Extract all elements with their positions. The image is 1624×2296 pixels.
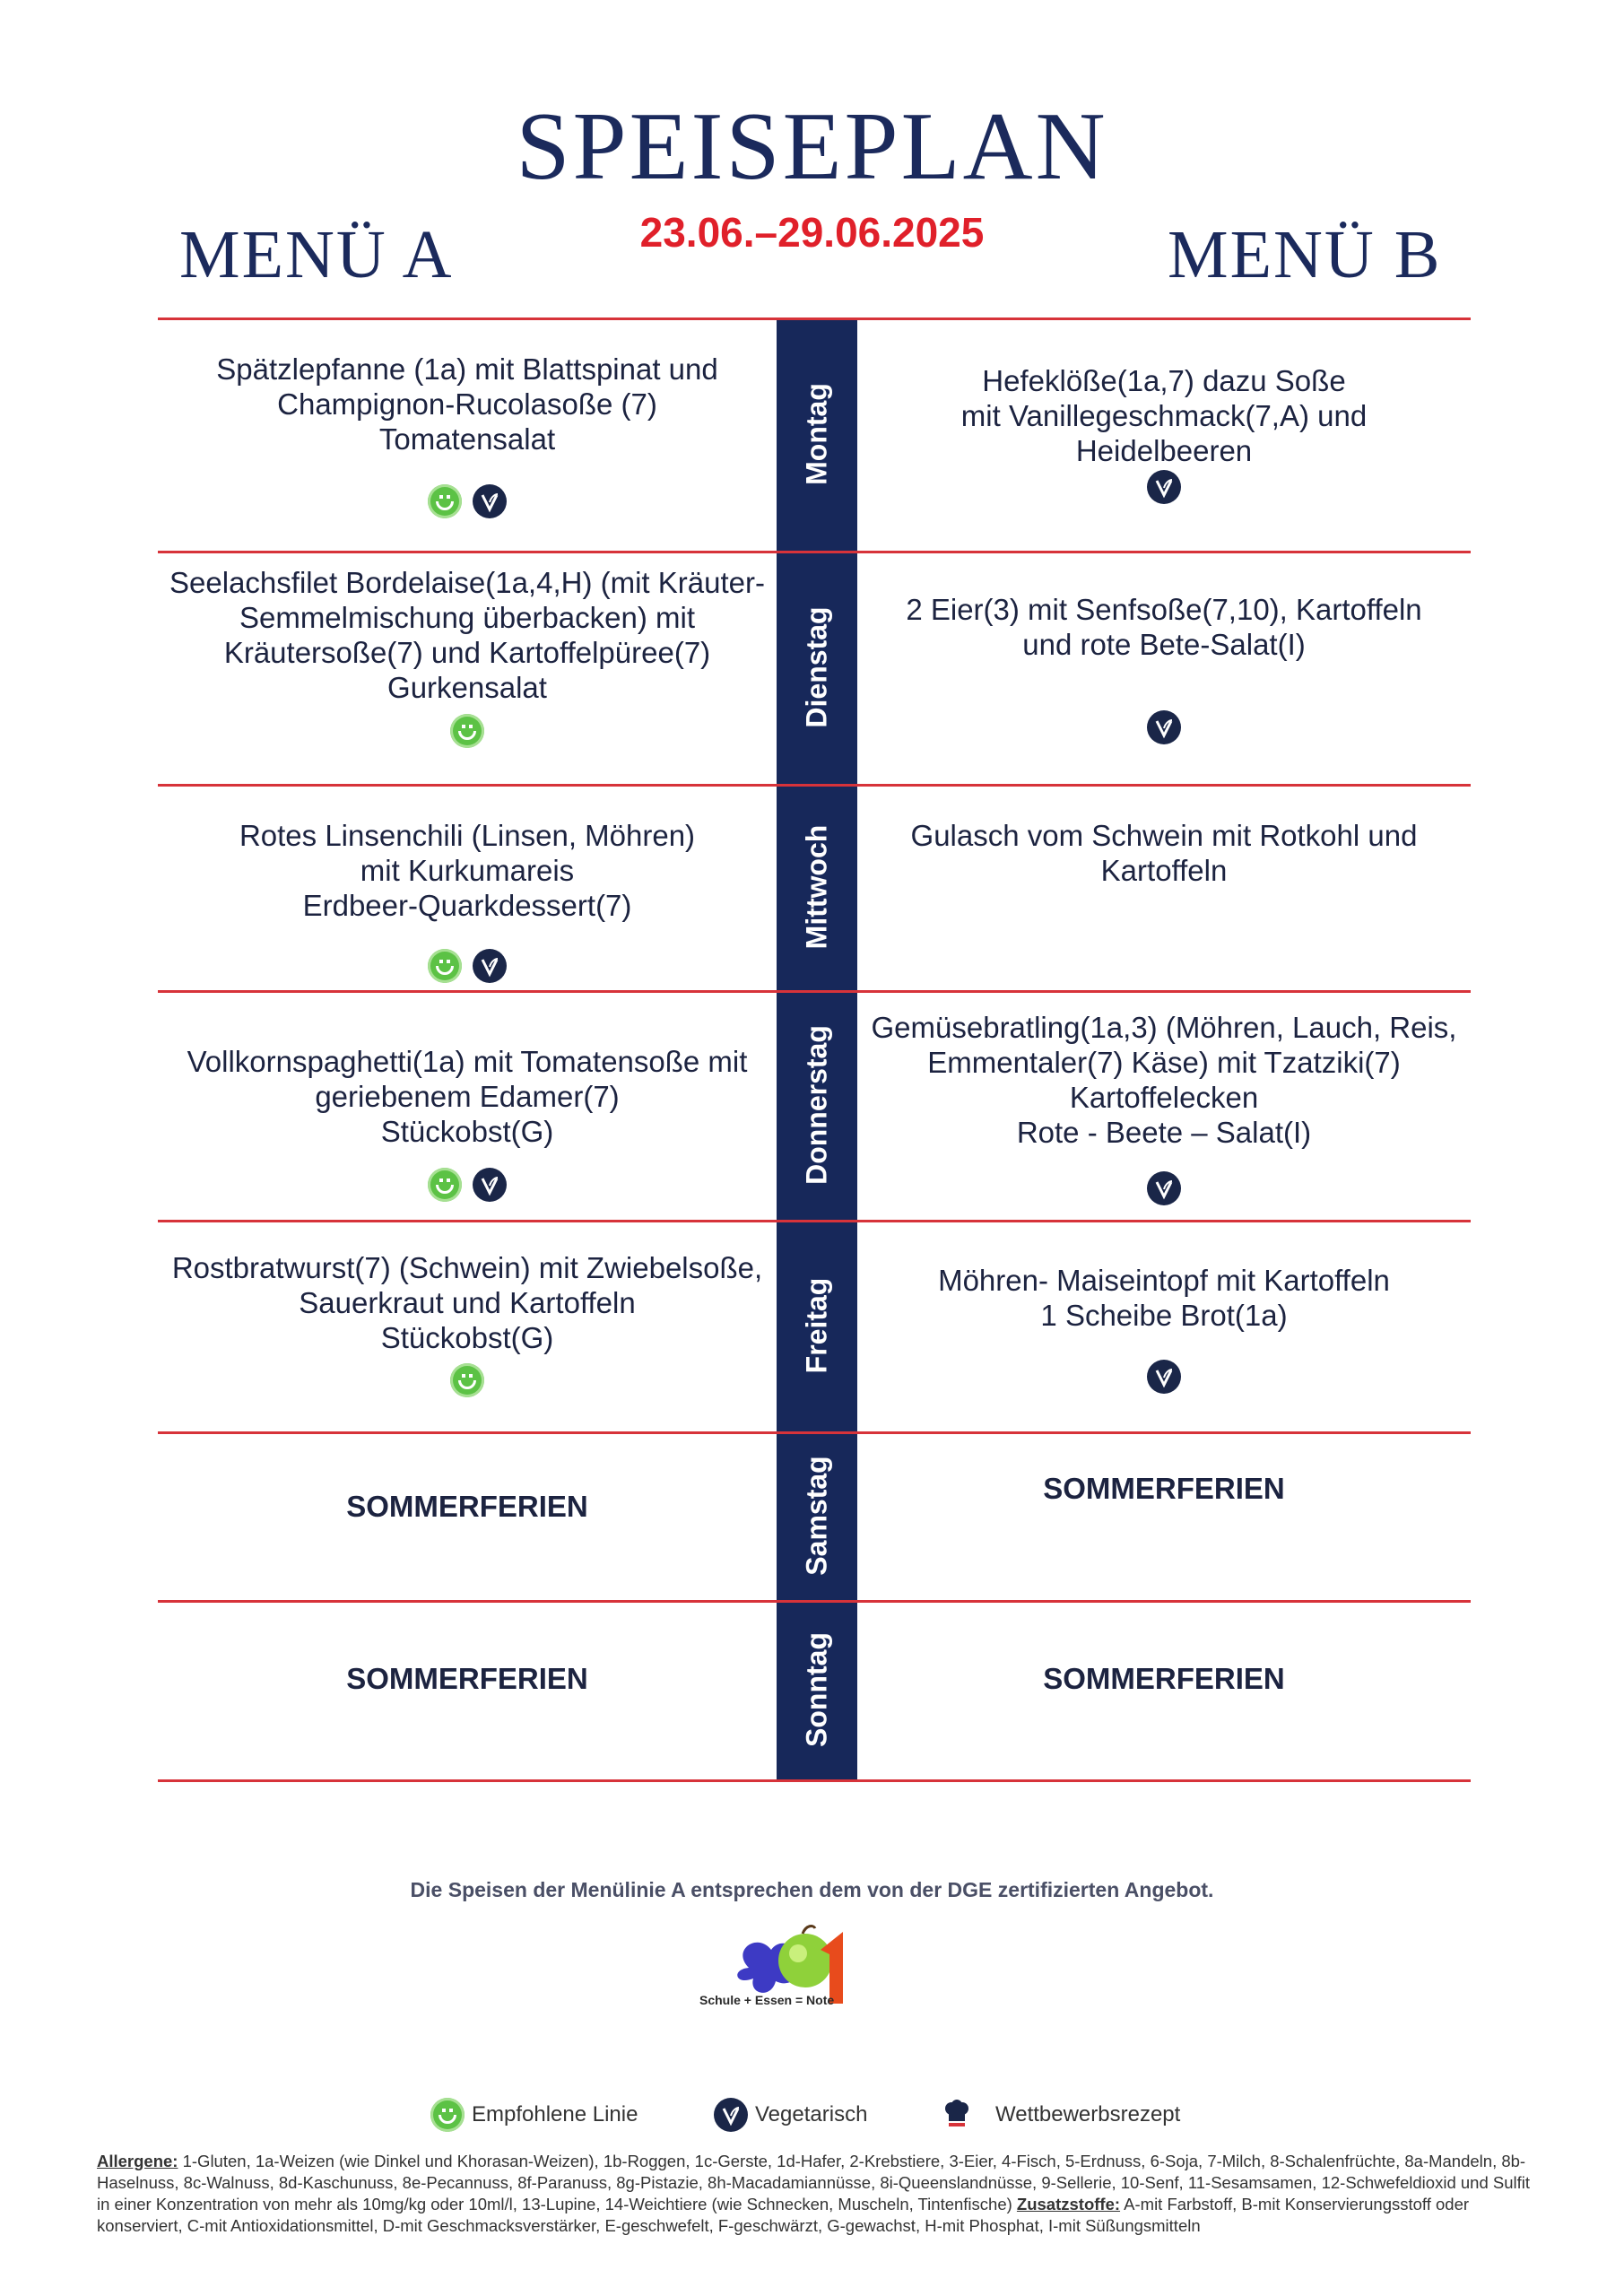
dish-line: Stückobst(G) xyxy=(380,1321,554,1354)
legend-empfohlen xyxy=(430,2095,638,2135)
menu-a-dish-dienstag xyxy=(158,565,777,705)
menu-b-dish-samstag xyxy=(857,1471,1471,1506)
zusatzstoffe-text: A-mit Farbstoff, B-mit Konservierungsstoff oder konserviert, C-mit Antioxidationsmittel, D-mit Geschmacksverstärker, E-geschwefelt, F-geschwärzt, G-gewachst, H-mit Phosphat, I-mit Süßungsmitteln xyxy=(97,2195,1470,2235)
dish-line: Gurkensalat xyxy=(387,671,547,704)
dish-line: Tomatensalat xyxy=(378,422,556,456)
dish-line: Sauerkraut und Kartoffeln xyxy=(299,1286,636,1319)
dish-line: Spätzlepfanne (1a) mit Blattspinat und xyxy=(216,352,718,386)
allergene-text: 1-Gluten, 1a-Weizen (wie Dinkel und Khorasan-Weizen), 1b-Roggen, 1c-Gerste, 1d-Hafer, 2-Krebstiere, 3-Eier, 4-Fisch, 5-Erdnuss, 6-Soja, 7-Milch, 8-Schalenfrüchte, 8a-Mandeln, 8b-Haselnuss, 8c-Walnuss, 8d-Kaschunuss, 8e-Pecannuss, 8f-Paranuss, 8g-Pistazie, 8h-Macadamiannüsse, 8i-Queenslandnüsse, 9-Sellerie, 10-Senf, 11-Sesamsamen, 12-Schwefeldioxid und Sulfit in einer Konzentration von mehr als 10mg/kg oder 10ml/l, 13-Lupine, 14-Weichtiere (wie Schnecken, Muscheln, Tintenfische) xyxy=(97,2152,1531,2213)
dish-icons xyxy=(428,949,507,985)
legend-empfohlen-label: Empfohlene Linie xyxy=(472,2102,638,2126)
vegetarisch-icon xyxy=(1147,1360,1181,1394)
allergene-label: Allergene: xyxy=(97,2152,178,2170)
dish-icons xyxy=(1147,470,1181,506)
page-title: SPEISEPLAN xyxy=(516,93,1108,200)
dish-line: Möhren- Maiseintopf mit Kartoffeln xyxy=(938,1264,1390,1297)
dish-line: Champignon-Rucolasoße (7) xyxy=(277,387,657,421)
vegetarisch-icon xyxy=(473,484,507,518)
dish-icons xyxy=(450,714,484,750)
zusatzstoffe-label: Zusatzstoffe: xyxy=(1016,2195,1121,2213)
day-label-montag xyxy=(777,317,857,551)
dish-icons xyxy=(1147,1171,1181,1207)
day-label-mittwoch xyxy=(777,784,857,990)
dge-note: Die Speisen der Menülinie A entsprechen dem von der DGE zertifizierten Angebot. xyxy=(410,1878,1214,1901)
empfohlen-icon xyxy=(450,1363,484,1397)
dish-line: Rostbratwurst(7) (Schwein) mit Zwiebelsoße, xyxy=(171,1251,763,1284)
menu-a-dish-freitag xyxy=(158,1250,777,1355)
menu-b-dish-freitag xyxy=(857,1263,1471,1333)
dish-icons xyxy=(428,1168,507,1204)
dish-line: Erdbeer-Quarkdessert(7) xyxy=(302,889,632,922)
day-name: Donnerstag xyxy=(800,1025,833,1185)
row-divider xyxy=(158,1779,1471,1782)
vegetarisch-icon xyxy=(1147,470,1181,504)
dish-line: SOMMERFERIEN xyxy=(346,1662,588,1695)
dish-line: Kartoffeln xyxy=(1100,854,1228,887)
dish-line: Gulasch vom Schwein mit Rotkohl und xyxy=(910,819,1418,852)
dish-line: Kartoffelecken xyxy=(1069,1081,1259,1114)
empfohlen-icon xyxy=(428,484,462,518)
menu-b-dish-mittwoch xyxy=(857,818,1471,888)
empfohlen-icon xyxy=(428,1168,462,1202)
legend-wettbewerb xyxy=(943,2095,1180,2135)
dish-line: 1 Scheibe Brot(1a) xyxy=(1040,1299,1288,1332)
dish-icons xyxy=(450,1363,484,1399)
legend-wettbewerb-label: Wettbewerbsrezept xyxy=(995,2102,1181,2126)
menu-a-dish-samstag xyxy=(158,1489,777,1524)
legend-vegetarisch xyxy=(714,2095,867,2135)
date-range: 23.06.–29.06.2025 xyxy=(639,209,985,256)
day-label-sonntag xyxy=(777,1600,857,1779)
vegetarisch-icon xyxy=(1147,710,1181,744)
menu-b-dish-sonntag xyxy=(857,1661,1471,1696)
dish-line: Kräutersoße(7) und Kartoffelpüree(7) xyxy=(223,636,711,669)
dish-line: Seelachsfilet Bordelaise(1a,4,H) (mit Kräuter- xyxy=(169,566,765,599)
dish-line: SOMMERFERIEN xyxy=(1043,1662,1285,1695)
legend-vegetarisch-label: Vegetarisch xyxy=(755,2102,868,2126)
day-label-samstag xyxy=(777,1431,857,1600)
dish-icons xyxy=(1147,1360,1181,1396)
menu-a-dish-mittwoch xyxy=(158,818,777,923)
vegetarisch-icon xyxy=(473,1168,507,1202)
dish-line: Stückobst(G) xyxy=(380,1115,554,1148)
menu-a-dish-donnerstag xyxy=(158,1044,777,1149)
dish-line: geriebenem Edamer(7) xyxy=(315,1080,620,1113)
vegetarisch-icon xyxy=(473,949,507,983)
day-name: Montag xyxy=(800,383,833,485)
dish-line: Heidelbeeren xyxy=(1075,434,1253,467)
empfohlen-icon xyxy=(428,949,462,983)
vegetarisch-icon xyxy=(714,2098,748,2132)
dish-line: Hefeklöße(1a,7) dazu Soße xyxy=(982,364,1346,397)
menu-a-dish-montag xyxy=(158,352,777,457)
dish-line: und rote Bete-Salat(I) xyxy=(1022,628,1306,661)
dish-line: Rotes Linsenchili (Linsen, Möhren) xyxy=(239,819,696,852)
dish-line: Semmelmischung überbacken) mit xyxy=(239,601,696,634)
day-name: Sonntag xyxy=(800,1632,833,1747)
day-name: Mittwoch xyxy=(800,824,833,950)
dish-icons xyxy=(1147,710,1181,746)
vegetarisch-icon xyxy=(1147,1171,1181,1205)
chef-hat-icon xyxy=(943,2100,970,2130)
dish-line: SOMMERFERIEN xyxy=(1043,1472,1285,1505)
menu-b-dish-montag xyxy=(857,363,1471,468)
day-name: Dienstag xyxy=(800,606,833,728)
logo-caption: Schule + Essen = Note xyxy=(699,1993,835,2007)
menu-b-dish-dienstag xyxy=(857,592,1471,662)
dish-line: SOMMERFERIEN xyxy=(346,1490,588,1523)
allergen-footnote xyxy=(97,2151,1532,2237)
day-label-dienstag xyxy=(777,551,857,784)
dish-line: mit Vanillegeschmack(7,A) und xyxy=(960,399,1368,432)
menu-a-dish-sonntag xyxy=(158,1661,777,1696)
day-label-donnerstag xyxy=(777,990,857,1220)
menu-b-heading: MENÜ B xyxy=(1168,217,1442,292)
day-name: Samstag xyxy=(800,1456,833,1576)
menu-a-heading: MENÜ A xyxy=(179,217,454,292)
dish-line: 2 Eier(3) mit Senfsoße(7,10), Kartoffeln xyxy=(906,593,1422,626)
day-label-freitag xyxy=(777,1220,857,1431)
empfohlen-icon xyxy=(430,2098,465,2132)
dish-line: Vollkornspaghetti(1a) mit Tomatensoße mit xyxy=(187,1045,748,1078)
dish-line: Emmentaler(7) Käse) mit Tzatziki(7) xyxy=(927,1046,1401,1079)
dish-line: Rote - Beete – Salat(I) xyxy=(1016,1116,1312,1149)
dish-line: mit Kurkumareis xyxy=(360,854,575,887)
day-name: Freitag xyxy=(800,1277,833,1374)
dish-icons xyxy=(428,484,507,520)
dish-line: Gemüsebratling(1a,3) (Möhren, Lauch, Reis, xyxy=(871,1011,1457,1044)
menu-b-dish-donnerstag xyxy=(857,1010,1471,1150)
empfohlen-icon xyxy=(450,714,484,748)
